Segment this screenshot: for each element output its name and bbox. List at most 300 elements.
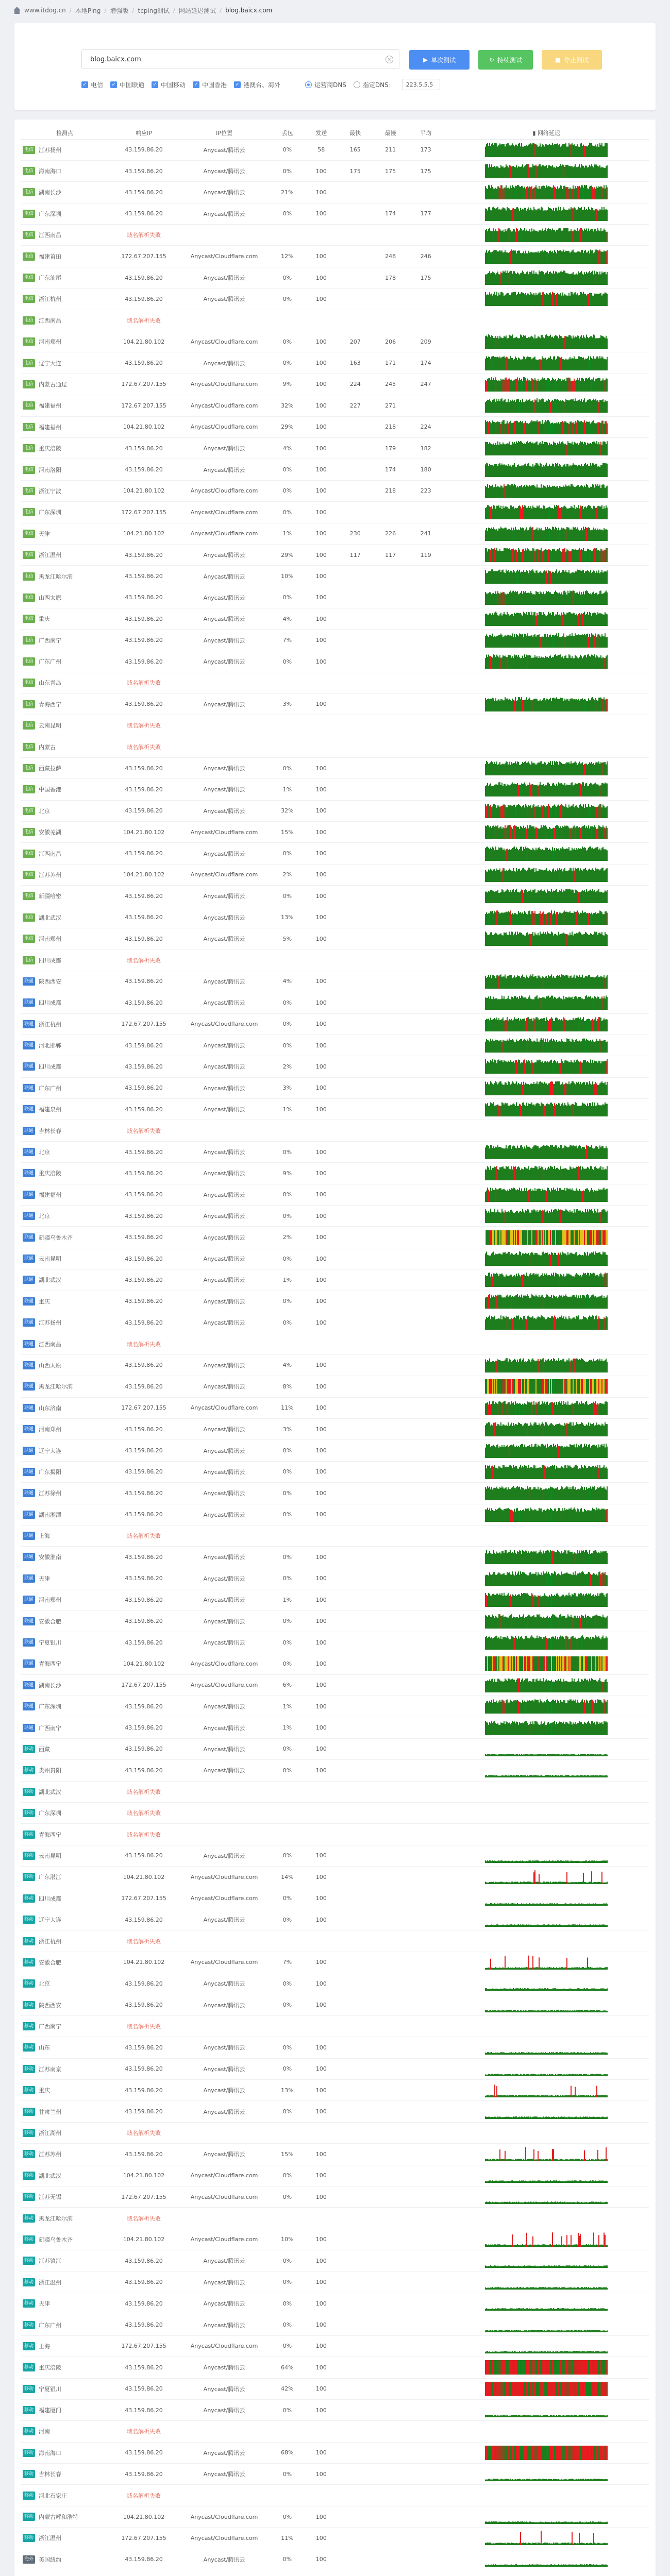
- location-cell: [21, 950, 109, 971]
- latency-sample: [491, 377, 492, 392]
- latency-sample: [580, 997, 581, 1010]
- latency-sample: [596, 785, 597, 797]
- latency-sample: [487, 998, 488, 1010]
- latency-sample: [545, 250, 546, 263]
- latency-sample: [489, 913, 490, 924]
- latency-sample: [580, 272, 581, 285]
- avg-cell: [408, 886, 443, 907]
- hk-tw-checkbox[interactable]: ✓ 港澳台、海外: [234, 80, 280, 89]
- clear-icon[interactable]: ×: [386, 56, 393, 63]
- operator-dns-radio[interactable]: 运营商DNS: [305, 80, 346, 89]
- latency-sample: [606, 209, 607, 221]
- latency-sample: [525, 444, 526, 455]
- latency-sample: [497, 825, 498, 839]
- latency-sample: [540, 977, 541, 989]
- latency-sample: [499, 869, 500, 882]
- latency-sample: [592, 785, 593, 796]
- latency-sample: [587, 528, 588, 541]
- latency-sample: [593, 570, 594, 584]
- breadcrumb-latency[interactable]: 网站延迟测试: [179, 7, 216, 14]
- latency-sample: [592, 145, 593, 157]
- ip-cell: 43.159.86.20: [109, 757, 179, 778]
- latency-sample: [500, 485, 501, 498]
- col-avg[interactable]: 平均: [408, 127, 443, 139]
- latency-sample: [544, 870, 545, 882]
- latency-sample: [567, 359, 568, 370]
- latency-sample: [492, 698, 493, 711]
- latency-sample: [501, 592, 502, 604]
- latency-sample: [594, 871, 595, 882]
- ip-cell: 43.159.86.20: [109, 928, 179, 949]
- latency-sample: [506, 273, 507, 285]
- latency-sample: [487, 783, 488, 796]
- latency-sample: [488, 378, 489, 392]
- latency-sample: [500, 337, 501, 349]
- custom-dns-radio[interactable]: 指定DNS：: [354, 80, 395, 89]
- ip-location-cell: Anycast/腾讯云: [179, 843, 270, 864]
- avg-cell: [408, 289, 443, 310]
- latency-sample: [604, 442, 605, 456]
- min-cell: 175: [338, 160, 373, 181]
- latency-sample: [555, 208, 556, 221]
- latency-sample: [505, 378, 506, 392]
- latency-sample: [498, 893, 499, 903]
- latency-sample: [530, 272, 531, 285]
- latency-sample: [489, 185, 490, 199]
- latency-sample: [488, 786, 489, 797]
- latency-sample: [530, 466, 531, 477]
- latency-sample: [546, 185, 547, 199]
- latency-sample: [504, 168, 505, 178]
- latency-sample: [580, 550, 581, 562]
- latency-sample: [538, 615, 539, 626]
- latency-sample: [504, 208, 505, 221]
- latency-sample: [533, 143, 534, 157]
- latency-sample: [524, 807, 525, 818]
- latency-sample: [605, 400, 606, 413]
- latency-sample: [500, 613, 501, 626]
- bar-chart-icon: ▮: [532, 129, 538, 137]
- latency-sample: [486, 164, 487, 178]
- latency-histogram: [485, 441, 608, 455]
- latency-sample: [490, 465, 491, 477]
- latency-sample: [578, 336, 579, 349]
- latency-sample: [516, 358, 517, 370]
- loss-cell: 4%: [270, 971, 305, 992]
- latency-sample: [510, 935, 511, 946]
- latency-sample: [513, 338, 514, 349]
- latency-sample: [520, 592, 521, 605]
- latency-sample: [567, 550, 568, 562]
- max-cell: [373, 757, 408, 778]
- latency-sample: [595, 593, 596, 605]
- latency-sample: [535, 848, 537, 861]
- stop-test-button[interactable]: ■ 停止测试: [542, 50, 602, 70]
- latency-sample: [537, 699, 538, 711]
- sent-cell: [305, 310, 338, 331]
- latency-sample: [530, 635, 531, 647]
- latency-sample: [549, 1019, 550, 1031]
- latency-sample: [537, 850, 538, 861]
- latency-sample: [595, 164, 596, 178]
- latency-sample: [486, 594, 487, 605]
- latency-sample: [541, 166, 542, 178]
- latency-sample: [597, 228, 598, 243]
- latency-sample: [500, 165, 501, 178]
- latency-sample: [521, 658, 522, 669]
- latency-sample: [497, 935, 498, 946]
- latency-sample: [542, 377, 543, 391]
- latency-sample: [488, 637, 489, 648]
- latency-sample: [558, 1020, 559, 1031]
- latency-sample: [574, 144, 575, 157]
- latency-sample: [581, 635, 582, 648]
- latency-sample: [592, 442, 593, 455]
- breadcrumb-enhanced[interactable]: 增强版: [110, 7, 129, 14]
- latency-sample: [531, 570, 532, 584]
- latency-sample: [564, 934, 565, 946]
- loss-cell: [270, 310, 305, 331]
- latency-sample: [576, 826, 577, 839]
- latency-sample: [571, 166, 572, 178]
- latency-sample: [526, 998, 527, 1010]
- latency-sample: [566, 549, 567, 562]
- latency-sample: [531, 551, 532, 562]
- latency-sample: [606, 336, 607, 349]
- latency-sample: [556, 656, 557, 669]
- latency-sample: [535, 935, 537, 946]
- latency-sample: [559, 357, 560, 370]
- latency-sample: [575, 655, 576, 669]
- latency-sample: [485, 146, 486, 157]
- latency-sample: [489, 977, 490, 989]
- latency-sample: [502, 764, 504, 775]
- latency-sample: [586, 229, 587, 243]
- latency-sample: [524, 654, 525, 669]
- latency-sample: [601, 465, 602, 477]
- latency-sample: [534, 551, 535, 562]
- latency-sample: [604, 849, 605, 861]
- latency-sample: [485, 420, 486, 434]
- latency-sample: [506, 423, 507, 434]
- latency-sample: [542, 870, 543, 882]
- sent-cell: 100: [305, 907, 338, 928]
- isp-badge: 电信: [23, 636, 35, 645]
- continuous-test-button[interactable]: ↻ 持续测试: [478, 50, 533, 70]
- latency-sample: [519, 785, 520, 797]
- latency-cell: [443, 480, 649, 501]
- latency-sample: [553, 464, 554, 477]
- latency-sample: [598, 358, 599, 370]
- latency-sample: [504, 636, 505, 648]
- latency-sample: [494, 804, 495, 818]
- latency-sample: [548, 358, 549, 370]
- latency-sample: [594, 571, 595, 583]
- latency-sample: [542, 144, 543, 157]
- latency-sample: [565, 228, 566, 243]
- latency-sample: [571, 850, 572, 860]
- latency-sample: [554, 167, 555, 178]
- latency-sample: [523, 847, 524, 861]
- latency-sample: [511, 232, 512, 243]
- latency-sample: [531, 850, 532, 860]
- latency-sample: [606, 143, 607, 157]
- latency-sample: [493, 189, 494, 199]
- latency-sample: [563, 827, 564, 840]
- mobile-checkbox[interactable]: ✓ 中国移动: [152, 80, 186, 89]
- ip-location-cell: Anycast/Cloudflare.com: [179, 374, 270, 395]
- latency-sample: [543, 997, 544, 1010]
- latency-sample: [543, 977, 544, 989]
- latency-sample: [585, 230, 586, 242]
- latency-sample: [518, 636, 519, 648]
- latency-sample: [551, 594, 552, 605]
- latency-sample: [585, 828, 586, 839]
- latency-sample: [544, 934, 545, 946]
- latency-sample: [524, 828, 525, 839]
- telecom-checkbox[interactable]: ✓ 电信: [81, 80, 103, 89]
- latency-sample: [578, 505, 579, 520]
- col-loss[interactable]: 丢包: [270, 127, 305, 139]
- col-ip-location[interactable]: IP位置: [179, 127, 270, 139]
- latency-sample: [505, 358, 506, 370]
- latency-sample: [526, 381, 527, 392]
- latency-sample: [529, 272, 530, 285]
- latency-sample: [506, 357, 507, 370]
- latency-sample: [586, 657, 587, 669]
- latency-sample: [598, 378, 599, 392]
- latency-sample: [583, 487, 584, 498]
- latency-sample: [530, 1019, 531, 1031]
- latency-sample: [514, 509, 515, 519]
- latency-sample: [492, 593, 493, 604]
- latency-sample: [605, 230, 606, 242]
- isp-badge: 电信: [23, 466, 35, 474]
- isp-badge: 电信: [23, 743, 35, 751]
- max-cell: [373, 779, 408, 800]
- latency-sample: [527, 785, 528, 796]
- latency-sample: [600, 381, 601, 392]
- latency-sample: [488, 444, 489, 455]
- latency-sample: [593, 463, 594, 477]
- location-cell: [21, 395, 109, 416]
- latency-sample: [602, 530, 604, 541]
- latency-sample: [505, 764, 506, 775]
- latency-sample: [562, 764, 563, 775]
- latency-sample: [574, 871, 575, 882]
- latency-sample: [577, 658, 578, 669]
- location-name: 西藏拉萨: [39, 765, 62, 772]
- latency-sample: [564, 999, 565, 1010]
- latency-sample: [576, 422, 577, 434]
- table-row: [21, 693, 649, 715]
- latency-sample: [562, 421, 563, 434]
- latency-sample: [523, 658, 524, 669]
- location-name: 浙江宁波: [39, 487, 62, 495]
- latency-sample: [533, 936, 534, 946]
- latency-sample: [561, 889, 562, 903]
- latency-sample: [544, 998, 545, 1010]
- latency-sample: [528, 785, 529, 796]
- latency-sample: [491, 849, 492, 860]
- latency-sample: [593, 296, 594, 306]
- latency-sample: [582, 935, 583, 946]
- latency-sample: [561, 698, 562, 711]
- latency-sample: [581, 977, 582, 989]
- table-row: [21, 310, 649, 331]
- latency-sample: [557, 274, 558, 285]
- latency-sample: [532, 1021, 533, 1031]
- latency-sample: [582, 274, 583, 285]
- col-ip[interactable]: 响应IP: [109, 127, 179, 139]
- latency-sample: [501, 144, 502, 157]
- latency-sample: [592, 509, 593, 520]
- latency-sample: [501, 977, 502, 989]
- latency-sample: [596, 249, 597, 264]
- latency-sample: [542, 335, 543, 349]
- latency-sample: [497, 146, 498, 157]
- avg-cell: [408, 757, 443, 778]
- latency-sample: [495, 550, 496, 562]
- latency-sample: [508, 569, 509, 583]
- col-latency[interactable]: ▮ 网络延迟: [443, 127, 649, 139]
- latency-sample: [587, 506, 588, 520]
- latency-sample: [560, 551, 561, 562]
- latency-sample: [487, 1019, 488, 1031]
- col-max[interactable]: 最慢: [373, 127, 408, 139]
- latency-sample: [495, 571, 496, 584]
- latency-sample: [533, 571, 534, 584]
- latency-sample: [558, 488, 559, 498]
- latency-sample: [546, 657, 547, 669]
- max-cell: 218: [373, 480, 408, 501]
- latency-sample: [597, 506, 598, 520]
- latency-sample: [531, 336, 532, 349]
- latency-cell: [443, 587, 649, 608]
- latency-sample: [512, 293, 513, 307]
- latency-sample: [488, 593, 489, 605]
- latency-sample: [553, 252, 554, 263]
- latency-sample: [569, 699, 571, 711]
- latency-sample: [572, 442, 573, 455]
- home-icon[interactable]: [13, 7, 21, 14]
- latency-sample: [535, 1017, 537, 1031]
- latency-sample: [507, 338, 508, 349]
- latency-sample: [607, 592, 608, 605]
- latency-sample: [489, 250, 490, 264]
- latency-sample: [537, 381, 538, 392]
- latency-sample: [596, 570, 597, 583]
- col-sent[interactable]: 发送: [305, 127, 338, 139]
- latency-sample: [506, 828, 507, 839]
- location-cell: [21, 416, 109, 437]
- location-cell: [21, 246, 109, 267]
- breadcrumb-ping[interactable]: 本地Ping: [75, 7, 101, 14]
- latency-sample: [518, 231, 519, 242]
- latency-sample: [490, 167, 491, 178]
- latency-sample: [530, 700, 531, 711]
- latency-sample: [548, 850, 549, 860]
- latency-cell: [443, 139, 649, 160]
- latency-sample: [555, 295, 556, 306]
- latency-sample: [512, 530, 513, 541]
- latency-sample: [580, 381, 581, 392]
- latency-sample: [540, 782, 541, 796]
- latency-sample: [569, 634, 571, 647]
- latency-sample: [553, 936, 554, 946]
- latency-sample: [584, 912, 585, 925]
- latency-sample: [509, 616, 510, 626]
- latency-sample: [539, 505, 540, 519]
- latency-sample: [505, 999, 506, 1010]
- latency-sample: [510, 700, 511, 711]
- latency-sample: [567, 527, 568, 540]
- latency-sample: [577, 616, 578, 626]
- overseas-checkbox[interactable]: ✓ 中国香港: [193, 80, 227, 89]
- latency-sample: [511, 1019, 512, 1031]
- latency-sample: [548, 336, 549, 349]
- latency-sample: [534, 807, 535, 818]
- latency-sample: [498, 912, 499, 925]
- latency-sample: [516, 420, 517, 434]
- latency-sample: [607, 570, 608, 584]
- latency-sample: [509, 509, 510, 519]
- latency-sample: [496, 399, 497, 413]
- search-input[interactable]: [81, 49, 399, 69]
- latency-sample: [532, 143, 533, 157]
- latency-sample: [567, 935, 568, 946]
- latency-sample: [511, 506, 512, 520]
- sent-cell: 100: [305, 437, 338, 459]
- latency-sample: [517, 783, 518, 796]
- latency-sample: [541, 251, 542, 264]
- latency-sample: [525, 936, 526, 946]
- latency-sample: [509, 572, 510, 584]
- latency-sample: [597, 997, 598, 1010]
- custom-dns-input[interactable]: [402, 79, 440, 90]
- col-location[interactable]: 检测点: [21, 127, 109, 139]
- latency-sample: [496, 208, 497, 221]
- breadcrumb-home[interactable]: www.itdog.cn: [24, 7, 66, 14]
- latency-sample: [486, 912, 487, 925]
- latency-sample: [513, 977, 514, 989]
- latency-sample: [524, 357, 525, 370]
- latency-sample: [518, 697, 519, 711]
- latency-sample: [578, 658, 579, 669]
- latency-sample: [589, 572, 590, 583]
- latency-sample: [498, 358, 499, 370]
- loss-cell: [270, 950, 305, 971]
- latency-sample: [564, 186, 565, 199]
- latency-sample: [491, 999, 492, 1010]
- single-test-button[interactable]: ▶ 单次测试: [409, 50, 470, 70]
- latency-sample: [594, 506, 595, 520]
- latency-sample: [489, 421, 490, 434]
- latency-sample: [489, 656, 490, 669]
- latency-sample: [604, 294, 605, 306]
- latency-sample: [591, 509, 592, 520]
- latency-sample: [500, 185, 501, 200]
- breadcrumb-tcping[interactable]: tcping测试: [138, 7, 170, 14]
- col-min[interactable]: 最快: [338, 127, 373, 139]
- latency-sample: [583, 848, 584, 860]
- latency-histogram: [485, 782, 608, 796]
- latency-sample: [574, 997, 575, 1010]
- unicom-checkbox[interactable]: ✓ 中国联通: [110, 80, 144, 89]
- latency-sample: [507, 571, 508, 584]
- latency-sample: [538, 251, 539, 263]
- latency-sample: [573, 486, 574, 498]
